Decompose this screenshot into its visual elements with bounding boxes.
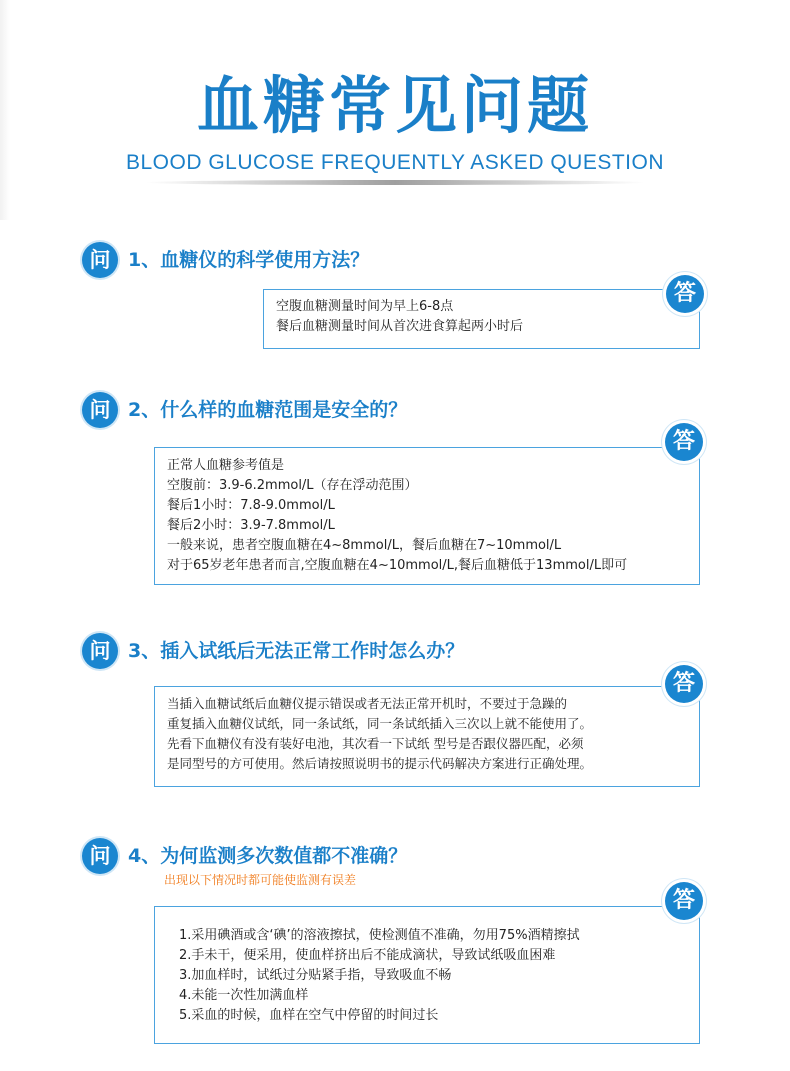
faq-4-answer-box [154, 906, 700, 1044]
faq-4-answer-line: 3.加血样时，试纸过分贴紧手指，导致吸血不畅 [179, 968, 452, 983]
faq-2-answer-line: 餐后1小时：7.8-9.0mmol/L [167, 498, 335, 513]
faq-4-note: 出现以下情况时都可能使监测有误差 [164, 873, 357, 887]
question-badge-icon: 问 [82, 838, 118, 874]
faq-4-answer-line: 4.未能一次性加满血样 [179, 988, 309, 1003]
faq-3-answer-line: 当插入血糖试纸后血糖仪提示错误或者无法正常开机时，不要过于急躁的 [167, 696, 568, 711]
faq-2-question-text: 2、什么样的血糖范围是安全的？ [128, 399, 408, 421]
page-title: 血糖常见问题 [196, 69, 593, 142]
faq-2-answer-line: 空腹前：3.9-6.2mmol/L（存在浮动范围） [167, 478, 418, 493]
faq-4-question-text: 4、为何监测多次数值都不准确？ [128, 845, 408, 867]
title-underline [145, 180, 645, 185]
faq-4-answer-line: 2.手未干，便采用，使血样挤出后不能成滴状，导致试纸吸血困难 [179, 948, 556, 963]
faq-2-answer-box [154, 447, 700, 585]
page-subtitle: BLOOD GLUCOSE FREQUENTLY ASKED QUESTION [125, 151, 664, 174]
faq-3-answer-box [154, 686, 700, 787]
answer-badge-icon: 答 [665, 423, 703, 461]
faq-1-question-text: 1、血糖仪的科学使用方法？ [128, 249, 370, 271]
answer-badge-icon: 答 [666, 275, 704, 313]
faq-3-answer-line: 先看下血糖仪有没有装好电池，其次看一下试纸 型号是否跟仪器匹配，必须 [167, 736, 584, 751]
answer-badge-icon: 答 [665, 665, 703, 703]
faq-3-answer-line: 重复插入血糖仪试纸，同一条试纸，同一条试纸插入三次以上就不能使用了。 [167, 716, 593, 731]
faq-1-answer-box [263, 289, 700, 349]
page-header [0, 70, 790, 185]
faq-3-question-text: 3、插入试纸后无法正常工作时怎么办？ [128, 640, 465, 662]
faq-2-answer-line: 餐后2小时：3.9-7.8mmol/L [167, 518, 335, 533]
faq-3-answer-line: 是同型号的方可使用。然后请按照说明书的提示代码解决方案进行正确处理。 [167, 756, 593, 771]
faq-2-answer-line: 正常人血糖参考值是 [167, 458, 285, 473]
faq-2-answer-line: 一般来说，患者空腹血糖在4~8mmol/L，餐后血糖在7~10mmol/L [167, 538, 562, 553]
answer-badge-icon: 答 [665, 882, 703, 920]
faq-4-answer-line: 1.采用碘酒或含‘碘’的溶液擦拭，使检测值不准确，勿用75%酒精擦拭 [179, 928, 580, 943]
faq-2-answer-line: 对于65岁老年患者而言,空腹血糖在4~10mmol/L,餐后血糖低于13mmol/L即可 [167, 558, 628, 573]
faq-4-answer-line: 5.采血的时候，血样在空气中停留的时间过长 [179, 1008, 439, 1023]
question-badge-icon: 问 [82, 392, 118, 428]
faq-1-answer-line: 餐后血糖测量时间从首次进食算起两小时后 [276, 319, 524, 334]
question-badge-icon: 问 [82, 242, 118, 278]
faq-1-answer-line: 空腹血糖测量时间为早上6-8点 [276, 299, 454, 314]
question-badge-icon: 问 [82, 633, 118, 669]
